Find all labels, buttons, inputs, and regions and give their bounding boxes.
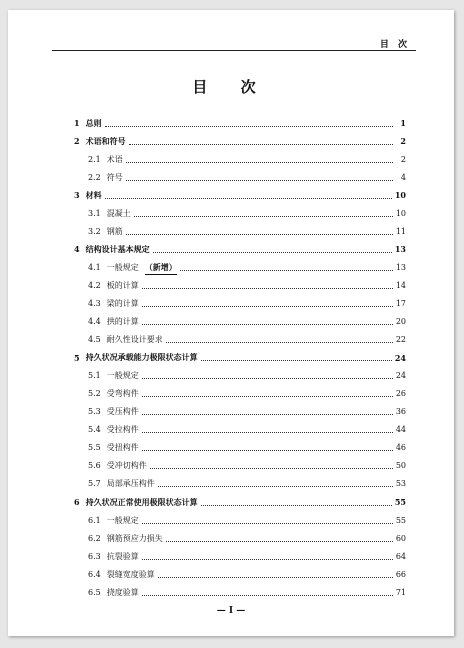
toc-section-entry[interactable]: [74, 367, 406, 385]
toc-section-entry[interactable]: [74, 294, 406, 312]
toc-section-entry[interactable]: [74, 385, 406, 403]
dot-leader: [134, 216, 393, 217]
toc-entry-title: 耐久性设计要求: [106, 335, 163, 345]
toc-entry-page-number: 66: [395, 569, 406, 579]
toc-entry-number: 2.2: [88, 172, 101, 182]
toc-entry-number: 5.7: [88, 479, 101, 489]
toc-entry-page-number: 44: [395, 425, 406, 435]
toc-entry-number: 2.1: [88, 154, 101, 164]
toc-entry-page-number: 71: [395, 587, 406, 597]
toc-chapter-entry[interactable]: [74, 240, 406, 258]
toc-entry-title: 受弯构件: [106, 389, 139, 399]
toc-entry-page-number: 4: [400, 172, 406, 182]
toc-entry-number: 1: [74, 118, 80, 129]
toc-entry-page-number: 26: [395, 389, 406, 399]
dot-leader: [142, 324, 393, 325]
toc-entry-page-number: 24: [395, 371, 406, 381]
toc-section-entry[interactable]: [74, 168, 406, 186]
toc-section-entry[interactable]: [74, 421, 406, 439]
toc-entry-number: 3: [74, 190, 80, 201]
toc-entry-number: 4: [74, 244, 80, 255]
toc-entry-title: 术语: [106, 154, 123, 164]
page-title: 目 次: [192, 78, 270, 96]
dot-leader: [142, 378, 393, 379]
dot-leader: [142, 595, 393, 596]
dot-leader: [129, 144, 393, 145]
dot-leader: [142, 396, 393, 397]
toc-entry-title: 持久状况承载能力极限状态计算: [85, 352, 198, 363]
toc-section-entry[interactable]: [74, 565, 406, 583]
toc-entry-title: 结构设计基本规定: [85, 243, 150, 254]
page-footer: — I —: [216, 606, 246, 616]
toc-entry-number: 6.5: [88, 587, 101, 597]
toc-entry-title: 持久状况正常使用极限状态计算: [85, 496, 198, 507]
toc-entry-title: 一般规定: [106, 515, 139, 525]
toc-entry-title: 挠度验算: [106, 587, 139, 597]
dot-leader: [150, 468, 393, 469]
toc-entry-title: 梁的计算: [106, 298, 139, 308]
dot-leader: [142, 450, 393, 451]
toc-entry-number: 4.4: [88, 317, 101, 327]
toc-entry-number: 5.4: [88, 425, 101, 435]
toc-entry-note: （新增）: [144, 261, 177, 272]
toc-entry-title: 局部承压构件: [106, 479, 155, 489]
toc-entry-page-number: 1: [400, 118, 406, 129]
toc-section-entry[interactable]: [74, 276, 406, 294]
toc-section-entry[interactable]: [74, 547, 406, 565]
toc-entry-title: 混凝土: [106, 208, 131, 218]
toc-entry-page-number: 64: [395, 551, 406, 561]
toc-entry-page-number: 60: [395, 533, 406, 543]
dot-leader: [158, 486, 393, 487]
toc-section-entry[interactable]: [74, 150, 406, 168]
toc-chapter-entry[interactable]: [74, 186, 406, 204]
toc-section-entry[interactable]: [74, 258, 406, 276]
toc-entry-title: 受压构件: [106, 407, 139, 417]
toc-entry-page-number: 13: [394, 244, 406, 255]
toc-entry-number: 6.3: [88, 551, 101, 561]
toc-entry-title: 钢筋: [106, 226, 123, 236]
dot-leader: [142, 288, 393, 289]
header-rule: [52, 50, 416, 51]
toc-entry-title: 受冲切构件: [106, 461, 147, 471]
toc-entry-title: 受拉构件: [106, 425, 139, 435]
toc-entry-page-number: 10: [395, 208, 406, 218]
toc-entry-page-number: 50: [395, 461, 406, 471]
toc-entry-title: 裂缝宽度验算: [106, 569, 155, 579]
toc-entry-page-number: 55: [395, 515, 406, 525]
toc-entry-page-number: 36: [395, 407, 406, 417]
dot-leader: [153, 252, 392, 253]
dot-leader: [105, 198, 392, 199]
toc-section-entry[interactable]: [74, 403, 406, 421]
toc-entry-number: 6.4: [88, 569, 101, 579]
toc-entry-page-number: 11: [395, 226, 406, 236]
toc-section-entry[interactable]: [74, 457, 406, 475]
toc-entry-title: 板的计算: [106, 280, 139, 290]
toc-entry-number: 4.5: [88, 335, 101, 345]
toc-entry-page-number: 22: [395, 335, 406, 345]
dot-leader: [142, 559, 393, 560]
dot-leader: [126, 162, 393, 163]
toc-section-entry[interactable]: [74, 313, 406, 331]
dot-leader: [105, 126, 393, 127]
toc-entry-number: 5.1: [88, 371, 101, 381]
dot-leader: [201, 505, 392, 506]
toc-entry-number: 5.6: [88, 461, 101, 471]
toc-section-entry[interactable]: [74, 222, 406, 240]
dot-leader: [126, 180, 393, 181]
toc-entry-number: 4.3: [88, 298, 101, 308]
toc-entry-page-number: 2: [400, 136, 406, 147]
toc-entry-page-number: 2: [400, 154, 406, 164]
toc-entry-page-number: 14: [395, 280, 406, 290]
toc-section-entry[interactable]: [74, 204, 406, 222]
toc-entry-page-number: 17: [395, 298, 406, 308]
toc-entry-title: 抗裂验算: [106, 551, 139, 561]
toc-entry-page-number: 24: [394, 352, 406, 363]
toc-entry-number: 4.1: [88, 262, 101, 272]
dot-leader: [180, 270, 393, 271]
dot-leader: [166, 342, 393, 343]
toc-chapter-entry[interactable]: [74, 349, 406, 367]
toc-entry-page-number: 46: [395, 443, 406, 453]
toc-entry-number: 5.5: [88, 443, 101, 453]
toc-entry-number: 2: [74, 136, 80, 147]
dot-leader: [142, 306, 393, 307]
toc-entry-title: 受扭构件: [106, 443, 139, 453]
dot-leader: [142, 523, 393, 524]
toc-entry-page-number: 20: [395, 317, 406, 327]
toc-entry-title: 一般规定: [106, 371, 139, 381]
toc-entry-number: 6: [74, 497, 80, 507]
toc-entry-page-number: 10: [394, 190, 406, 201]
toc-entry-number: 6.2: [88, 533, 101, 543]
running-header: 目 次: [379, 40, 410, 50]
toc-entry-title: 符号: [106, 172, 123, 182]
toc-section-entry[interactable]: [74, 331, 406, 349]
toc-chapter-entry[interactable]: [74, 132, 406, 150]
toc-entry-number: 4.2: [88, 280, 101, 290]
toc-entry-title: 一般规定: [106, 262, 139, 272]
toc-section-entry[interactable]: [74, 439, 406, 457]
toc-entry-number: 3.1: [88, 208, 101, 218]
toc-entry-page-number: 53: [395, 479, 406, 489]
document-page: [8, 10, 454, 636]
dot-leader: [142, 432, 393, 433]
toc-entry-page-number: 55: [394, 497, 406, 507]
toc-entry-title: 术语和符号: [85, 135, 126, 146]
dot-leader: [126, 234, 393, 235]
toc-section-entry[interactable]: [74, 511, 406, 529]
toc-chapter-entry[interactable]: [74, 114, 406, 132]
toc-section-entry[interactable]: [74, 583, 406, 601]
toc-section-entry[interactable]: [74, 475, 406, 493]
toc-chapter-entry[interactable]: [74, 493, 406, 511]
dot-leader: [142, 414, 393, 415]
toc-entry-number: 3.2: [88, 226, 101, 236]
dot-leader: [158, 577, 393, 578]
toc-entry-number: 6.1: [88, 515, 101, 525]
toc-entry-title: 材料: [85, 189, 102, 200]
toc-entry-page-number: 13: [395, 262, 406, 272]
toc-entry-number: 5.2: [88, 389, 101, 399]
toc-entry-title: 钢筋预应力损失: [106, 533, 163, 543]
toc-section-entry[interactable]: [74, 529, 406, 547]
dot-leader: [201, 360, 392, 361]
table-of-contents: [74, 114, 406, 601]
dot-leader: [166, 541, 393, 542]
toc-entry-title: 拱的计算: [106, 317, 139, 327]
toc-entry-number: 5: [74, 352, 80, 363]
toc-entry-number: 5.3: [88, 407, 101, 417]
toc-entry-title: 总则: [85, 117, 102, 128]
